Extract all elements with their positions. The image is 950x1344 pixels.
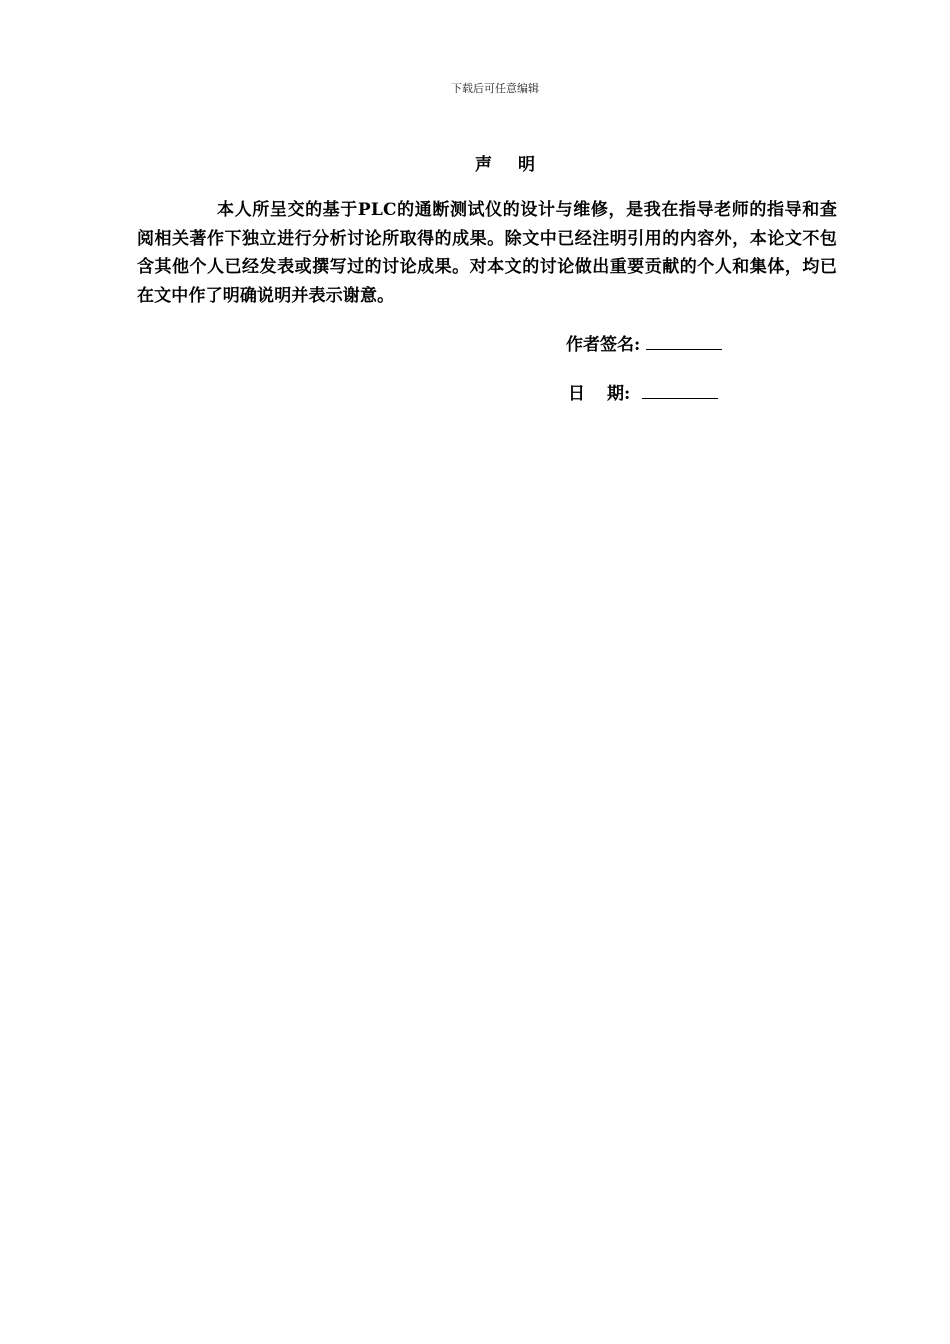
date-blank <box>642 380 718 399</box>
author-signature-row <box>566 331 722 357</box>
title-left-char: 声 <box>475 155 492 175</box>
date-label-right-chars: 期: <box>607 384 631 404</box>
header-note: 下载后可任意编辑 <box>451 82 539 95</box>
date-row <box>568 380 718 406</box>
date-label <box>568 384 636 404</box>
title-right-char: 明 <box>518 155 535 175</box>
author-signature-blank <box>646 331 722 350</box>
page-title <box>0 153 950 177</box>
declaration-paragraph: 本人所呈交的基于PLC的通断测试仪的设计与维修，是我在指导老师的指导和查阅相关著作下独立进行分析讨论所取得的成果。除文中已经注明引用的内容外，本论文不包含其他个人已经发表或撰写过的讨论成果。对本文的讨论做出重要贡献的个人和集体，均已在文中作了明确说明并表示谢意。 <box>137 200 837 306</box>
date-label-left-char: 日 <box>568 384 585 404</box>
declaration-body <box>137 196 837 310</box>
author-signature-label: 作者签名: <box>566 335 641 355</box>
